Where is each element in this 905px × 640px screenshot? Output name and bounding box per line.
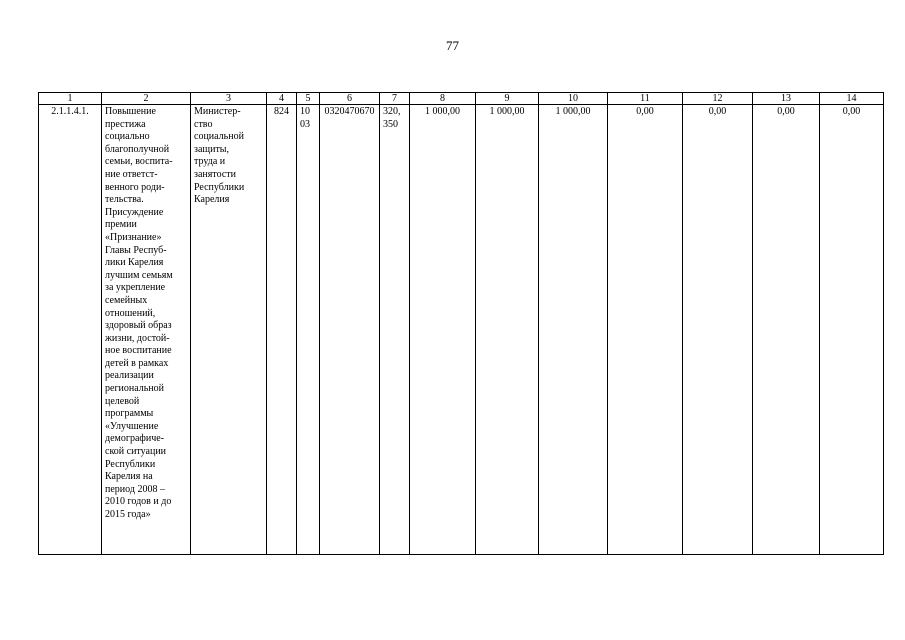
cell-col-7: 320, 350 <box>380 105 410 555</box>
column-header-3: 3 <box>191 93 267 105</box>
column-header-6: 6 <box>320 93 380 105</box>
cell-col-5: 10 03 <box>297 105 320 555</box>
column-header-11: 11 <box>608 93 683 105</box>
cell-code: 2.1.1.4.1. <box>39 105 102 555</box>
table-header-row <box>39 93 884 105</box>
cell-col-11: 0,00 <box>608 105 683 555</box>
column-header-13: 13 <box>753 93 820 105</box>
column-header-12: 12 <box>683 93 753 105</box>
column-header-4: 4 <box>267 93 297 105</box>
column-header-1: 1 <box>39 93 102 105</box>
cell-col-8: 1 000,00 <box>410 105 476 555</box>
cell-col-10: 1 000,00 <box>539 105 608 555</box>
column-header-2: 2 <box>102 93 191 105</box>
cell-executor: Министер- ство социальной защиты, труда и занятости Республики Карелия <box>191 105 267 555</box>
column-header-7: 7 <box>380 93 410 105</box>
cell-col-6: 0320470670 <box>320 105 380 555</box>
cell-col-13: 0,00 <box>753 105 820 555</box>
table-row <box>39 105 884 555</box>
cell-description: Повышение престижа социально благополучной семьи, воспита- ние ответст- венного роди- тельства. Присуждение премии «Признание» Главы Респуб- лики Карелия лучшим семьям за укрепление семейных отношений, здоровый образ жизни, достой- ное воспитание детей в рамках реализации региональной целевой программы «Улучшение демографиче- ской ситуации Республики Карелия на период 2008 – 2010 годов и до 2015 года» <box>102 105 191 555</box>
column-header-9: 9 <box>476 93 539 105</box>
column-header-10: 10 <box>539 93 608 105</box>
cell-col-12: 0,00 <box>683 105 753 555</box>
cell-col-4: 824 <box>267 105 297 555</box>
cell-col-9: 1 000,00 <box>476 105 539 555</box>
cell-col-14: 0,00 <box>820 105 884 555</box>
column-header-8: 8 <box>410 93 476 105</box>
column-header-14: 14 <box>820 93 884 105</box>
page-number: 77 <box>446 38 459 53</box>
budget-table <box>38 92 884 555</box>
column-header-5: 5 <box>297 93 320 105</box>
